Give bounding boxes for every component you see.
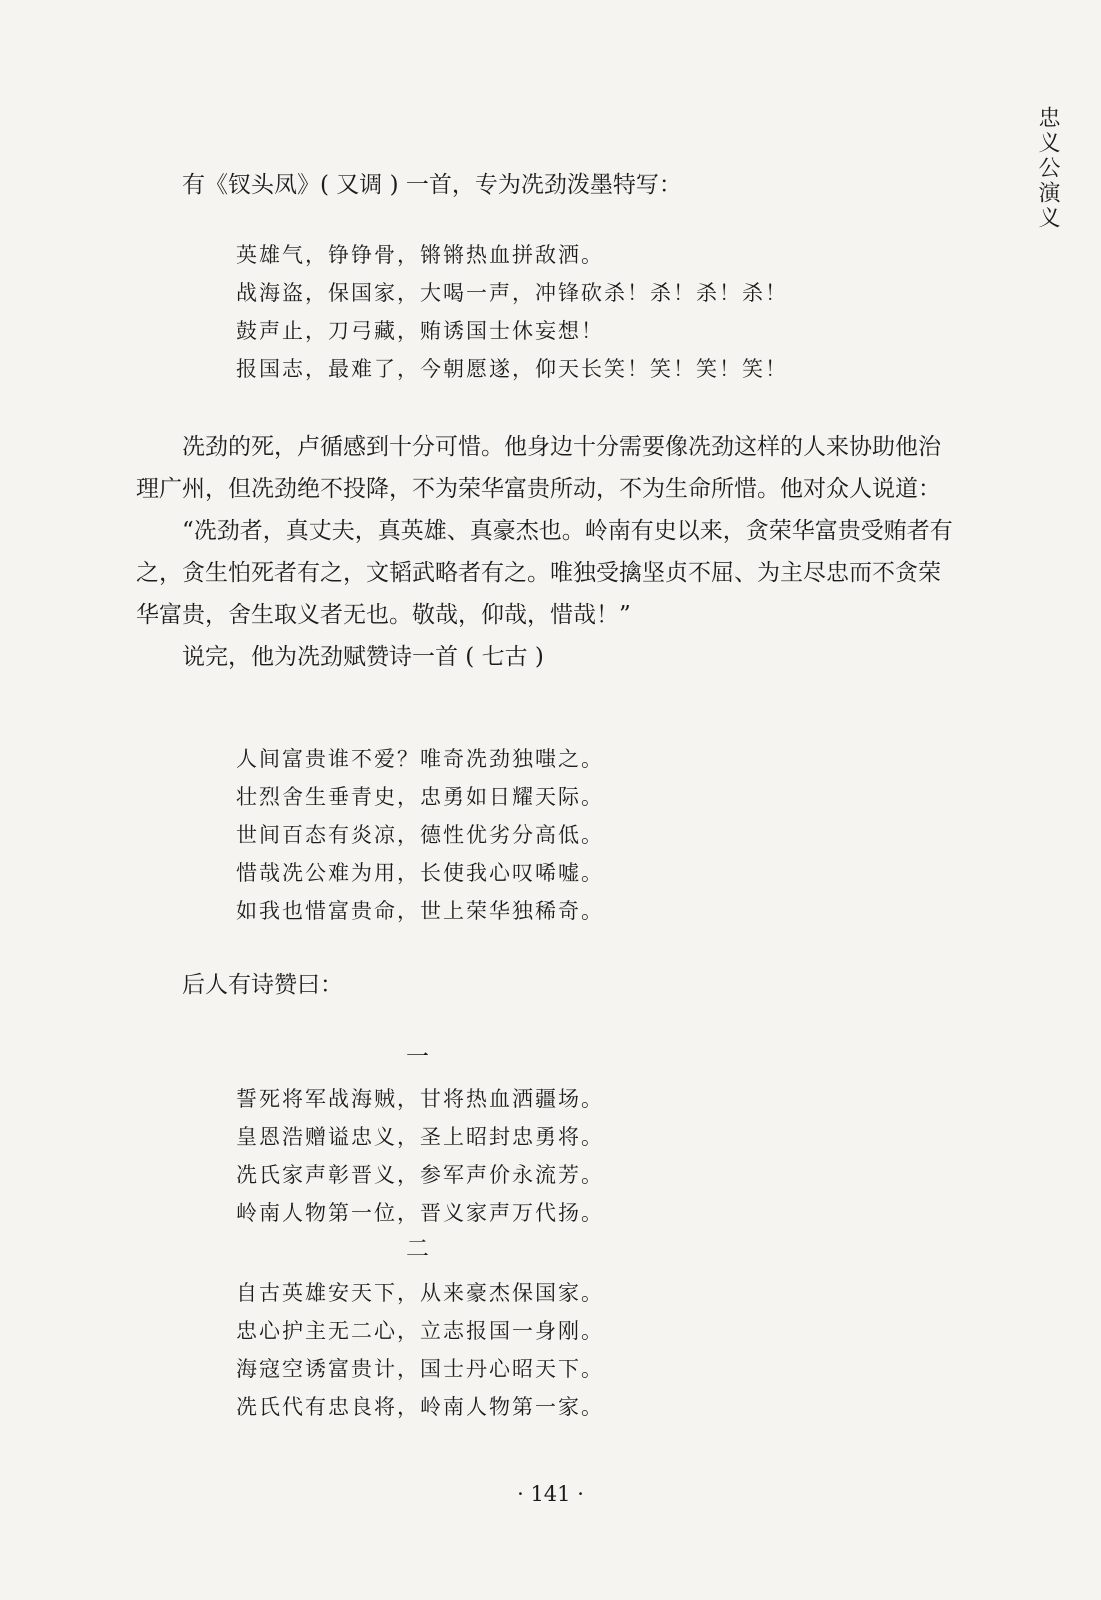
poem-line: 忠心护主无二心，立志报国一身刚。 [236,1319,604,1343]
section-number: 一 [406,1044,429,1070]
paragraph: “冼劲者，真丈夫，真英雄、真豪杰也。岭南有史以来，贪荣华富贵受贿者有之，贪生怕死者有之，文韬武略者有之。唯独受擒坚贞不屈、为主尽忠而不贪荣华富贵，舍生取义者无也。敬哉，仰哉，惜哉！” [136,518,953,628]
poem-chaitoufeng [236,236,788,388]
body-text [136,426,956,678]
poem-line: 冼氏家声彰晋义，参军声价永流芳。 [236,1163,604,1187]
poem-line: 战海盗，保国家，大喝一声，冲锋砍杀！杀！杀！杀！ [236,281,788,305]
poem-line: 自古英雄安天下，从来豪杰保国家。 [236,1281,604,1305]
poem-line: 誓死将军战海贼，甘将热血洒疆场。 [236,1087,604,1111]
poem-line: 壮烈舍生垂青史，忠勇如日耀天际。 [236,785,604,809]
poem-line: 冼氏代有忠良将，岭南人物第一家。 [236,1395,604,1419]
poem-line: 岭南人物第一位，晋义家声万代扬。 [236,1201,604,1225]
page-number: · 141 · [517,1482,584,1506]
poem-line: 皇恩浩赠谥忠义，圣上昭封忠勇将。 [236,1125,604,1149]
paragraph: 说完，他为冼劲赋赞诗一首 ( 七古 ) [182,644,544,670]
running-head-title: 忠义公演义 [1035,106,1060,231]
poem-line: 英雄气，铮铮骨，锵锵热血拼敌洒。 [236,243,604,267]
poem-line: 报国志，最难了，今朝愿遂，仰天长笑！笑！笑！笑！ [236,357,788,381]
intro-line-2: 后人有诗赞曰： [182,972,343,998]
paragraph: 冼劲的死，卢循感到十分可惜。他身边十分需要像冼劲这样的人来协助他治理广州，但冼劲绝不投降，不为荣华富贵所动，不为生命所惜。他对众人说道： [136,434,941,502]
section-number: 二 [406,1236,429,1262]
poem-line: 人间富贵谁不爱？唯奇冼劲独嗤之。 [236,747,604,771]
poem-qigu [236,740,604,930]
poem-line: 惜哉冼公难为用，长使我心叹唏嘘。 [236,861,604,885]
intro-line: 有《钗头凤》( 又调 ) 一首，专为冼劲泼墨特写： [182,172,682,198]
poem-line: 世间百态有炎凉，德性优劣分高低。 [236,823,604,847]
poem-line: 海寇空诱富贵计，国士丹心昭天下。 [236,1357,604,1381]
poem-praise-1 [236,1080,604,1232]
poem-line: 鼓声止，刀弓藏，贿诱国士休妄想！ [236,319,604,343]
poem-line: 如我也惜富贵命，世上荣华独稀奇。 [236,899,604,923]
poem-praise-2 [236,1274,604,1426]
